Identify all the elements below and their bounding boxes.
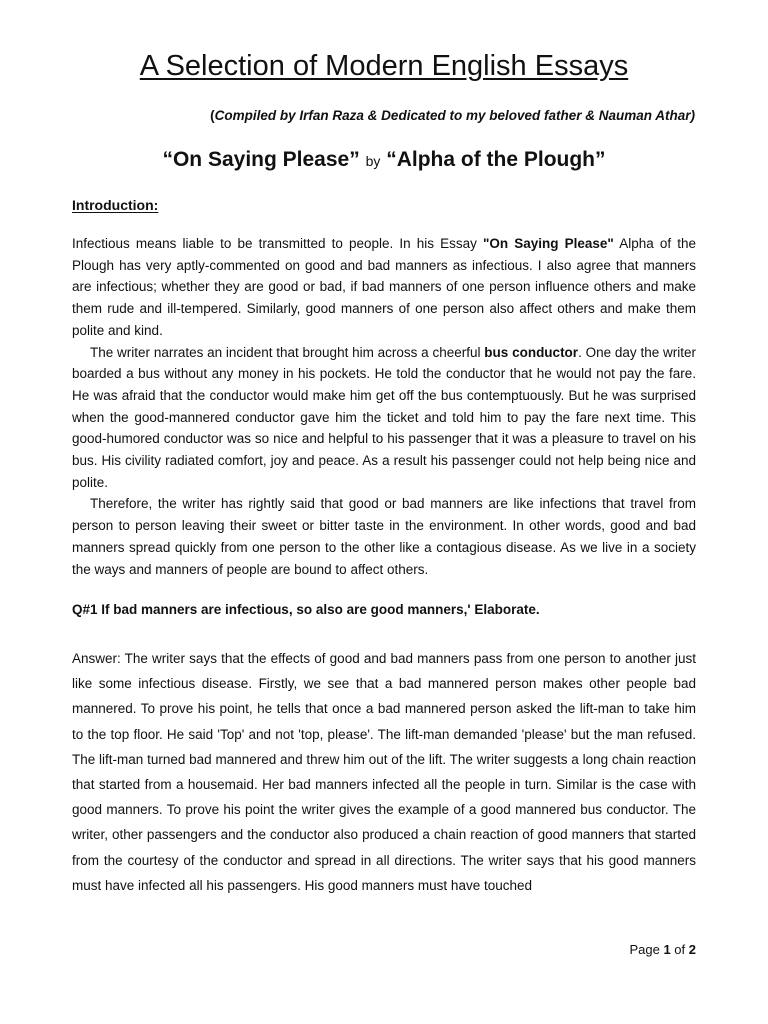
essay-name: “On Saying Please” xyxy=(162,148,360,171)
paragraph-1-text-b: Alpha of the Plough has very aptly-commented on good and bad manners as infectious. I also agree that manners are infectious; whether they are good or bad, if bad manners of one person influence others and make them rude and ill-tempered. Similarly, good manners of one person also affect others and make them polite and kind. xyxy=(72,236,697,338)
essay-author: “Alpha of the Plough” xyxy=(386,148,606,171)
paragraph-2 xyxy=(72,342,696,494)
introduction-body xyxy=(72,233,696,580)
introduction-heading: Introduction: xyxy=(72,197,159,213)
compiled-by-line xyxy=(0,108,695,123)
compiled-open-paren: ( xyxy=(210,108,215,123)
page-label: Page xyxy=(629,942,664,957)
question-1: Q#1 If bad manners are infectious, so also are good manners,' Elaborate. xyxy=(72,602,540,617)
paragraph-1 xyxy=(72,233,696,342)
answer-text: Answer: The writer says that the effects of good and bad manners pass from one person to another just like some infectious disease. Firstly, we see that a bad mannered person makes other people bad mannered. To prove his point, he tells that once a bad mannered person asked the lift-man to take him to the top floor. He said 'Top' and not 'top, please'. The lift-man demanded 'please' but the man refused. The lift-man turned bad mannered and threw him out of the lift. The writer suggests a long chain reaction that started from a housemaid. Her bad manners infected all the people in turn. Similar is the case with good manners. To prove his point the writer gives the example of a good mannered bus conductor. The writer, other passengers and the conductor also produced a chain reaction of good manners that started from the courtesy of the conductor and spread in all directions. The writer says that his good manners must have infected all his passengers. His good manners must have touched xyxy=(72,651,696,893)
compiled-text: Compiled by Irfan Raza & Dedicated to my beloved father & Nauman Athar) xyxy=(214,108,695,123)
essay-title xyxy=(0,148,768,172)
paragraph-1-text-a: Infectious means liable to be transmitted to people. In his Essay xyxy=(72,236,483,251)
page-of-label: of xyxy=(670,942,689,957)
document-title: A Selection of Modern English Essays xyxy=(139,50,629,82)
page-total: 2 xyxy=(688,942,696,957)
paragraph-2-text-a: The writer narrates an incident that brought him across a cheerful xyxy=(90,344,485,360)
paragraph-2-bold: bus conductor xyxy=(484,344,579,360)
answer-1 xyxy=(72,646,696,898)
page-number xyxy=(0,942,696,957)
paragraph-1-bold: "On Saying Please" xyxy=(483,236,614,251)
paragraph-3: Therefore, the writer has rightly said that good or bad manners are like infections that travel from person to person leaving their sweet or bitter taste in the environment. In other words, good and bad manners spread quickly from one person to the other like a contagious disease. As we live in a society the ways and manners of people are bound to affect others. xyxy=(72,496,696,577)
page-current: 1 xyxy=(663,942,671,957)
essay-by: by xyxy=(365,153,381,169)
paragraph-2-text-b: . One day the writer boarded a bus without any money in his pockets. He told the conductor that he would not pay the fare. He was afraid that the conductor would make him get off the bus contemptuously. But he was surprised when the good-mannered conductor gave him the ticket and told him to pay the fare next time. This good-humored conductor was so nice and helpful to his passenger that it was a pleasure to travel on his bus. His civility radiated comfort, joy and peace. As a result his passenger could not help being nice and polite. xyxy=(72,344,696,490)
